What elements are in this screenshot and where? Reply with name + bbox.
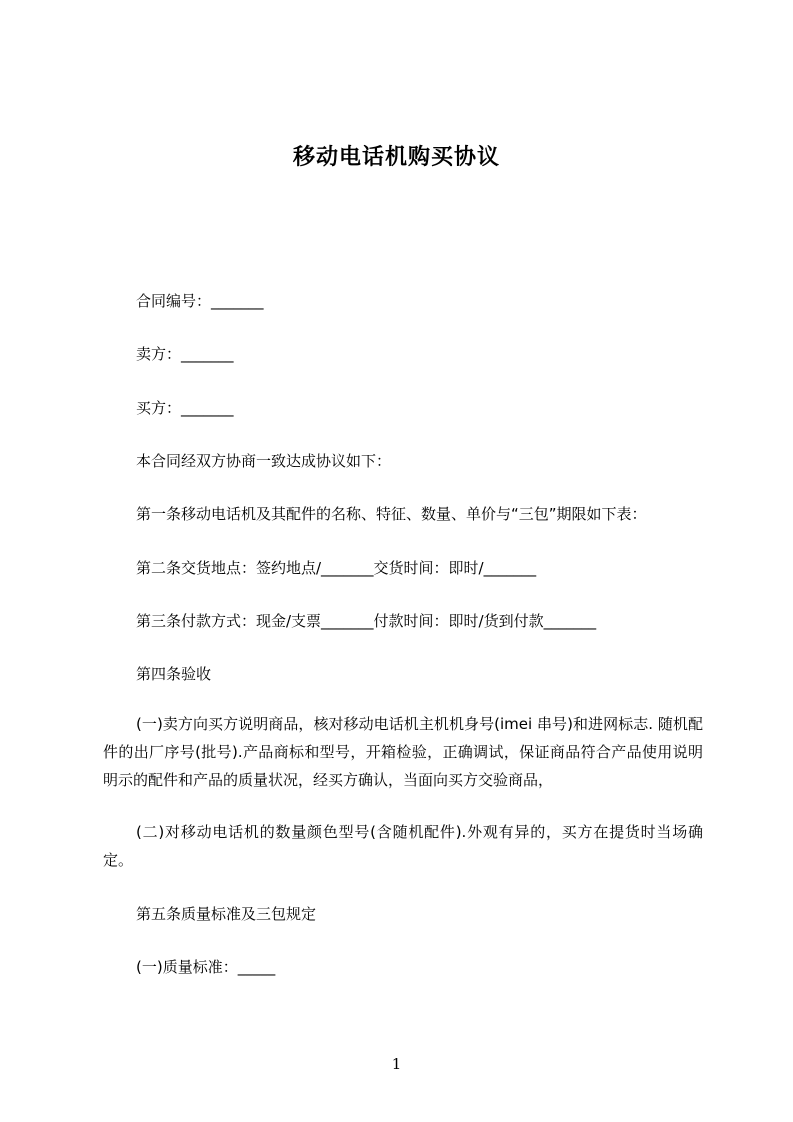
article-5-heading: 第五条质量标准及三包规定 [136,905,317,923]
buyer-line: 买方：_______ [136,399,234,417]
page-number: 1 [391,1055,402,1073]
article-5-item-1: (一)质量标准：_____ [136,958,276,976]
article-3: 第三条付款方式：现金/支票_______付款时间：即时/货到付款_______ [136,612,597,630]
article-1: 第一条移动电话机及其配件的名称、特征、数量、单价与“三包”期限如下表： [136,505,647,523]
article-4-item-1: (一)卖方向买方说明商品，核对移动电话机主机机身号(imei 串号)和进网标志. 随机配件的出厂序号(批号).产品商标和型号，开箱检验，正确调试，保证商品符合产品使用说明明示的配件和产品的质量状况，经买方确认，当面向买方交验商品， [103,715,703,789]
article-4-item-2: (二)对移动电话机的数量颜色型号(含随机配件).外观有异的，买方在提货时当场确定。 [103,823,703,869]
article-2: 第二条交货地点：签约地点/_______交货时间：即时/_______ [136,559,537,577]
intro-line: 本合同经双方协商一致达成协议如下： [136,452,392,470]
seller-line: 卖方：_______ [136,345,234,363]
contract-number-line: 合同编号：_______ [136,292,264,310]
document-title: 移动电话机购买协议 [292,145,500,170]
article-4-heading: 第四条验收 [136,665,212,683]
